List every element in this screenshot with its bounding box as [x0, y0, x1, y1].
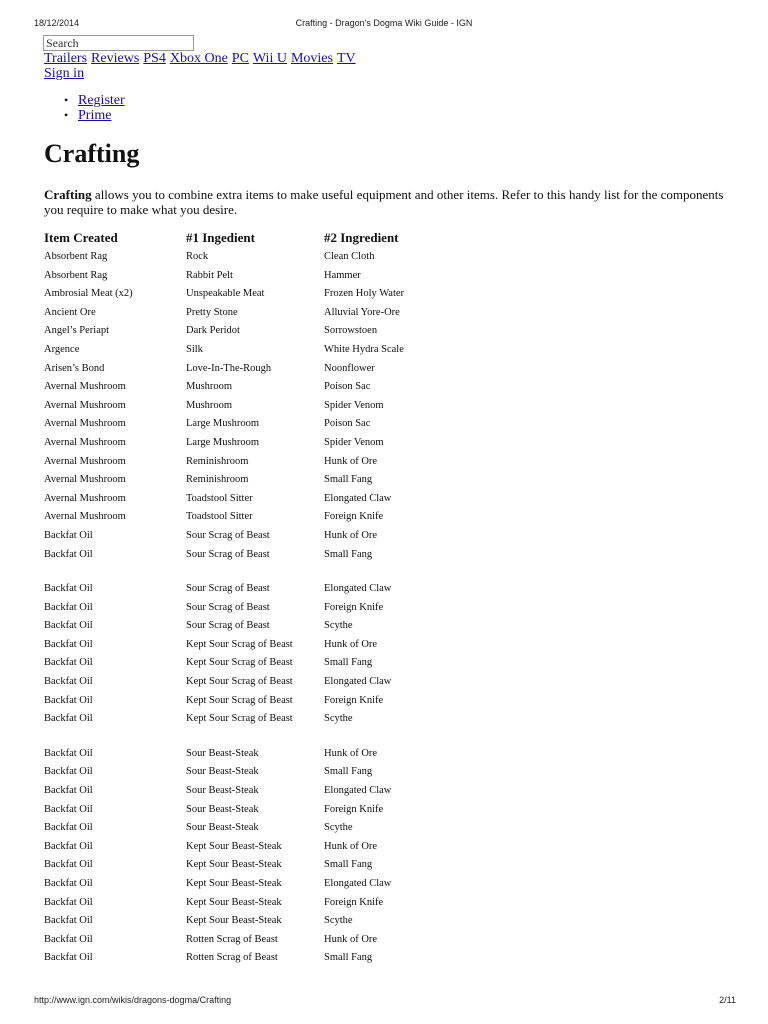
print-footer	[0, 995, 768, 1007]
cell-item-created: Ancient Ore	[44, 306, 96, 318]
cell-item-created: Backfat Oil	[44, 785, 93, 797]
cell-ingredient-2: Small Fang	[324, 548, 373, 560]
cell-item-created: Backfat Oil	[44, 915, 93, 927]
cell-ingredient-1: Large Mushroom	[186, 436, 260, 448]
cell-ingredient-2: Foreign Knife	[324, 896, 384, 908]
cell-ingredient-1: Kept Sour Beast-Steak	[186, 859, 282, 871]
cell-item-created: Backfat Oil	[44, 638, 93, 650]
cell-ingredient-2: Small Fang	[324, 859, 373, 871]
cell-ingredient-2: Spider Venom	[324, 436, 384, 448]
cell-ingredient-2: Sorrowstoen	[324, 325, 378, 337]
cell-ingredient-2: Noonflower	[324, 362, 375, 374]
cell-ingredient-1: Kept Sour Scrag of Beast	[186, 657, 293, 669]
cell-item-created: Backfat Oil	[44, 878, 93, 889]
cell-item-created: Backfat Oil	[44, 713, 93, 725]
nav-link-tv[interactable]: TV	[336, 51, 356, 66]
cell-ingredient-1: Silk	[186, 343, 203, 355]
cell-ingredient-1: Sour Beast-Steak	[186, 803, 259, 815]
nav-link-movies[interactable]: Movies	[290, 51, 333, 66]
cell-item-created: Backfat Oil	[44, 822, 93, 834]
cell-item-created: Backfat Oil	[44, 601, 93, 613]
cell-ingredient-2: Foreign Knife	[324, 694, 384, 706]
cell-ingredient-2: Elongated Claw	[324, 785, 392, 797]
cell-ingredient-1: Kept Sour Scrag of Beast	[186, 713, 293, 725]
cell-item-created: Backfat Oil	[44, 548, 93, 560]
account-list	[64, 93, 125, 123]
cell-ingredient-1: Pretty Stone	[186, 306, 238, 318]
cell-item-created: Absorbent Rag	[44, 269, 108, 281]
cell-ingredient-1: Reminishroom	[186, 474, 249, 486]
cell-item-created: Backfat Oil	[44, 896, 93, 908]
cell-ingredient-2: Poison Sac	[324, 381, 371, 393]
search-input[interactable]	[43, 35, 194, 51]
cell-ingredient-2: Hunk of Ore	[324, 933, 378, 945]
cell-item-created: Backfat Oil	[44, 933, 93, 945]
cell-item-created: Backfat Oil	[44, 657, 93, 669]
cell-ingredient-2: Foreign Knife	[324, 803, 384, 815]
register-link[interactable]: Register	[78, 93, 125, 108]
sign-in-row	[44, 66, 88, 82]
cell-item-created: Avernal Mushroom	[44, 436, 126, 448]
print-page-number: 2/11	[719, 995, 736, 1005]
cell-item-created: Backfat Oil	[44, 747, 93, 759]
cell-ingredient-1: Sour Beast-Steak	[186, 766, 259, 778]
cell-item-created: Backfat Oil	[44, 583, 93, 595]
print-url: http://www.ign.com/wikis/dragons-dogma/Crafting	[34, 995, 232, 1005]
print-date: 18/12/2014	[34, 18, 80, 28]
cell-item-created: Backfat Oil	[44, 803, 93, 815]
nav-link-reviews[interactable]: Reviews	[91, 51, 140, 66]
cell-ingredient-2: Scythe	[324, 822, 353, 834]
cell-ingredient-1: Toadstool Sitter	[186, 511, 253, 523]
cell-item-created: Backfat Oil	[44, 840, 93, 852]
cell-item-created: Avernal Mushroom	[44, 399, 126, 411]
cell-ingredient-2: White Hydra Scale	[324, 343, 404, 355]
cell-ingredient-1: Love-In-The-Rough	[186, 362, 272, 374]
page-title: Crafting	[44, 139, 140, 168]
cell-ingredient-1: Kept Sour Beast-Steak	[186, 840, 282, 852]
cell-ingredient-1: Rotten Scrag of Beast	[186, 952, 278, 964]
cell-item-created: Argence	[44, 343, 80, 355]
cell-ingredient-2: Elongated Claw	[324, 676, 392, 688]
nav-link-ps4[interactable]: PS4	[143, 51, 166, 66]
bullet-icon: •	[64, 93, 69, 107]
cell-item-created: Backfat Oil	[44, 859, 93, 871]
cell-ingredient-2: Small Fang	[324, 766, 373, 778]
nav-link-wii-u[interactable]: Wii U	[252, 51, 287, 66]
cell-ingredient-2: Alluvial Yore-Ore	[324, 306, 400, 318]
cell-ingredient-2: Hunk of Ore	[324, 529, 378, 541]
header-ingredient-1: #1 Ingedient	[186, 230, 255, 245]
cell-item-created: Backfat Oil	[44, 766, 93, 778]
cell-ingredient-2: Elongated Claw	[324, 492, 392, 504]
main-nav	[44, 51, 360, 67]
cell-ingredient-2: Frozen Holy Water	[324, 288, 405, 300]
nav-link-pc[interactable]: PC	[231, 51, 249, 66]
cell-item-created: Arisen’s Bond	[44, 362, 105, 374]
cell-ingredient-1: Sour Beast-Steak	[186, 822, 259, 834]
cell-ingredient-2: Elongated Claw	[324, 583, 392, 595]
bullet-icon: •	[64, 108, 69, 122]
print-doc-title: Crafting - Dragon's Dogma Wiki Guide - IGN	[295, 18, 473, 28]
cell-ingredient-2: Small Fang	[324, 474, 373, 486]
cell-item-created: Absorbent Rag	[44, 251, 108, 262]
cell-ingredient-2: Scythe	[324, 915, 353, 927]
cell-item-created: Avernal Mushroom	[44, 418, 126, 430]
cell-ingredient-1: Rock	[186, 251, 209, 262]
cell-ingredient-1: Toadstool Sitter	[186, 492, 253, 504]
cell-item-created: Ambrosial Meat (x2)	[44, 288, 133, 300]
cell-ingredient-1: Kept Sour Beast-Steak	[186, 896, 282, 908]
cell-ingredient-2: Small Fang	[324, 952, 373, 964]
cell-item-created: Avernal Mushroom	[44, 455, 126, 467]
intro-text: allows you to combine extra items to make useful equipment and other items. Refer to this handy list for the components you require to make what you desire.	[44, 187, 724, 217]
cell-ingredient-1: Sour Scrag of Beast	[186, 601, 270, 613]
nav-link-trailers[interactable]: Trailers	[44, 51, 88, 66]
cell-item-created: Avernal Mushroom	[44, 474, 126, 486]
cell-ingredient-1: Unspeakable Meat	[186, 288, 265, 300]
cell-ingredient-1: Mushroom	[186, 399, 233, 411]
cell-ingredient-2: Hammer	[324, 269, 361, 281]
cell-ingredient-2: Scythe	[324, 620, 353, 632]
cell-ingredient-1: Sour Scrag of Beast	[186, 529, 270, 541]
list-item	[64, 108, 125, 123]
cell-ingredient-1: Sour Beast-Steak	[186, 785, 259, 797]
cell-ingredient-1: Sour Scrag of Beast	[186, 548, 270, 560]
cell-item-created: Backfat Oil	[44, 952, 93, 964]
cell-ingredient-2: Small Fang	[324, 657, 373, 669]
cell-ingredient-1: Kept Sour Scrag of Beast	[186, 676, 293, 688]
cell-ingredient-2: Foreign Knife	[324, 601, 384, 613]
cell-item-created: Backfat Oil	[44, 529, 93, 541]
cell-ingredient-2: Clean Cloth	[324, 251, 375, 262]
list-item	[64, 93, 125, 108]
cell-item-created: Avernal Mushroom	[44, 511, 126, 523]
cell-ingredient-1: Kept Sour Scrag of Beast	[186, 638, 293, 650]
cell-ingredient-1: Mushroom	[186, 381, 233, 393]
cell-ingredient-1: Kept Sour Scrag of Beast	[186, 694, 293, 706]
cell-ingredient-1: Kept Sour Beast-Steak	[186, 878, 282, 889]
cell-ingredient-2: Foreign Knife	[324, 511, 384, 523]
header-item-created: Item Created	[44, 230, 118, 245]
cell-ingredient-1: Rabbit Pelt	[186, 269, 233, 281]
cell-ingredient-1: Rotten Scrag of Beast	[186, 933, 278, 945]
cell-ingredient-2: Spider Venom	[324, 399, 384, 411]
intro-paragraph	[44, 187, 724, 217]
cell-item-created: Backfat Oil	[44, 694, 93, 706]
cell-ingredient-2: Hunk of Ore	[324, 747, 378, 759]
cell-ingredient-1: Reminishroom	[186, 455, 249, 467]
cell-item-created: Avernal Mushroom	[44, 492, 126, 504]
prime-link[interactable]: Prime	[78, 108, 112, 123]
cell-ingredient-1: Sour Scrag of Beast	[186, 620, 270, 632]
nav-link-xbox-one[interactable]: Xbox One	[169, 51, 228, 66]
cell-item-created: Backfat Oil	[44, 676, 93, 688]
cell-item-created: Avernal Mushroom	[44, 381, 126, 393]
intro-bold-term: Crafting	[44, 187, 92, 202]
cell-item-created: Angel’s Periapt	[44, 325, 110, 337]
cell-ingredient-1: Sour Beast-Steak	[186, 747, 259, 759]
cell-ingredient-1: Sour Scrag of Beast	[186, 583, 270, 595]
cell-ingredient-2: Poison Sac	[324, 418, 371, 430]
print-header	[0, 18, 768, 30]
cell-ingredient-2: Scythe	[324, 713, 353, 725]
sign-in-link[interactable]: Sign in	[44, 66, 85, 81]
cell-ingredient-2: Elongated Claw	[324, 878, 392, 889]
header-ingredient-2: #2 Ingredient	[324, 230, 399, 245]
cell-ingredient-1: Dark Peridot	[186, 325, 240, 337]
cell-ingredient-2: Hunk of Ore	[324, 840, 378, 852]
cell-ingredient-2: Hunk of Ore	[324, 638, 378, 650]
cell-item-created: Backfat Oil	[44, 620, 93, 632]
cell-ingredient-1: Kept Sour Beast-Steak	[186, 915, 282, 927]
cell-ingredient-1: Large Mushroom	[186, 418, 260, 430]
cell-ingredient-2: Hunk of Ore	[324, 455, 378, 467]
